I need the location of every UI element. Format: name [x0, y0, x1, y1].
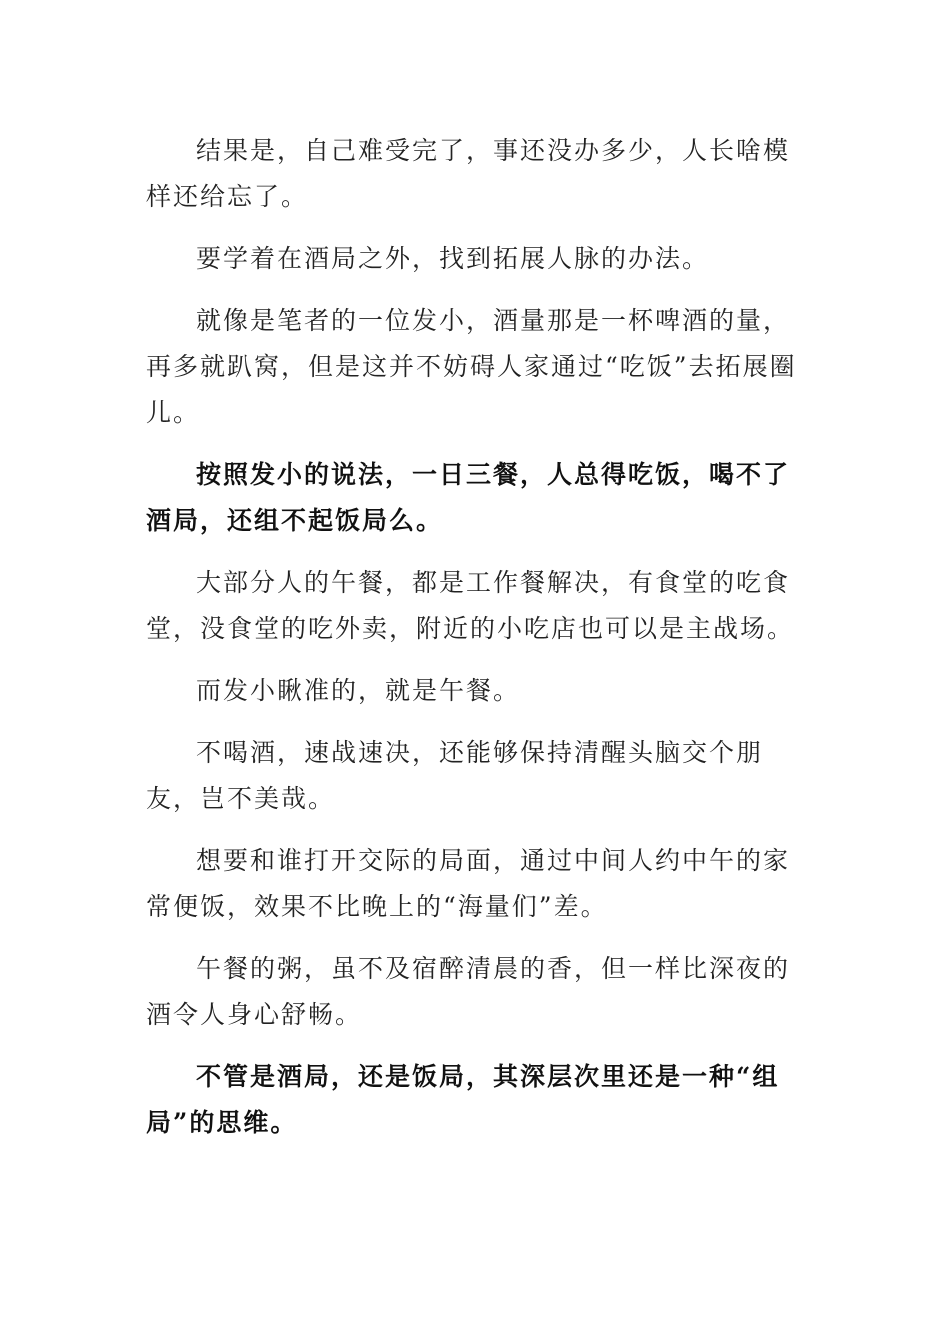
- paragraph: 要学着在酒局之外，找到拓展人脉的办法。: [196, 244, 710, 273]
- paragraph: 就像是笔者的一位发小，酒量那是一杯啤酒的量，再多就趴窝，但是这并不妨碍人家通过“吃饭”去拓展圈儿。: [146, 306, 797, 427]
- paragraph: 不喝酒，速战速决，还能够保持清醒头脑交个朋友，岂不美哉。: [146, 738, 764, 813]
- bold-paragraph: 不管是酒局，还是饭局，其深层次里还是一种“组局”的思维。: [146, 1062, 780, 1137]
- paragraph: 想要和谁打开交际的局面，通过中间人约中午的家常便饭，效果不比晚上的“海量们”差。: [146, 846, 791, 921]
- document-body: [146, 128, 808, 1162]
- paragraph: 午餐的粥，虽不及宿醉清晨的香，但一样比深夜的酒令人身心舒畅。: [146, 954, 791, 1029]
- paragraph: 而发小瞅准的，就是午餐。: [196, 676, 521, 705]
- paragraph: 结果是，自己难受完了，事还没办多少，人长啥模样还给忘了。: [146, 136, 791, 211]
- paragraph: 大部分人的午餐，都是工作餐解决，有食堂的吃食堂，没食堂的吃外卖，附近的小吃店也可以是主战场。: [146, 568, 795, 643]
- bold-paragraph: 按照发小的说法，一日三餐，人总得吃饭，喝不了酒局，还组不起饭局么。: [146, 460, 791, 535]
